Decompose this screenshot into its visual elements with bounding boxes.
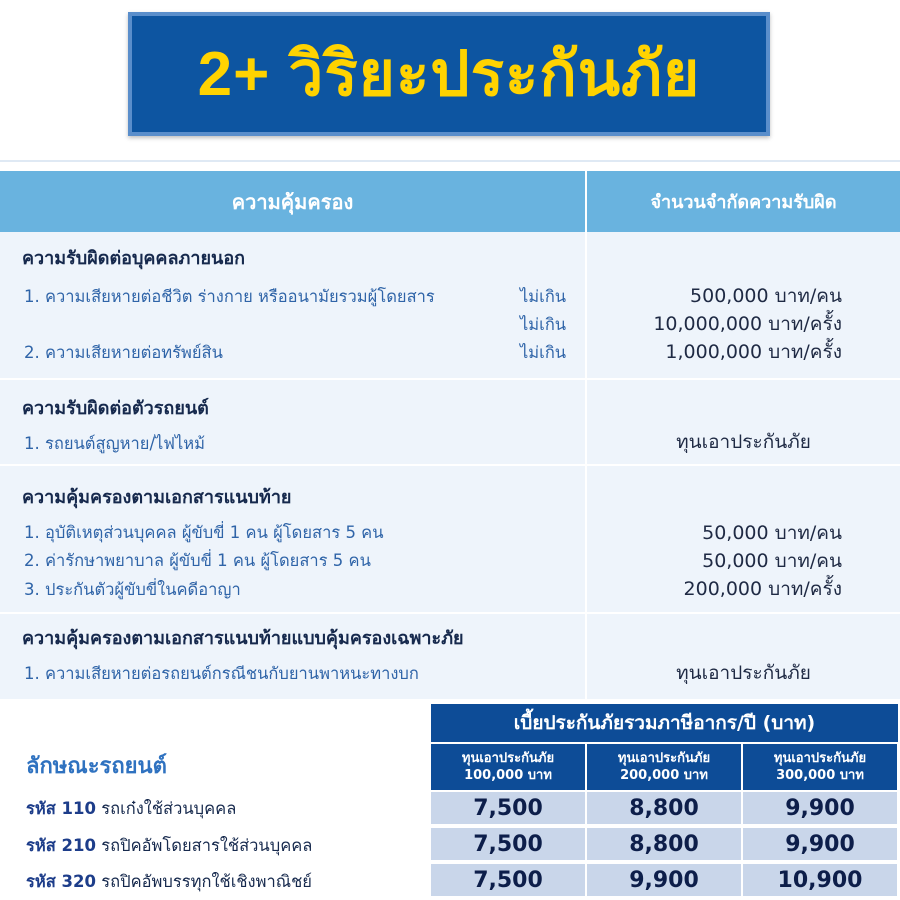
vehicle-type-title: ลักษณะรถยนต์ bbox=[26, 754, 167, 779]
coverage-item: 1. ความเสียหายต่อรถยนต์กรณีชนกับยานพาหนะทางบก bbox=[24, 664, 419, 683]
premium-cell: 9,900 bbox=[587, 864, 741, 896]
row-divider bbox=[0, 464, 900, 466]
page-title: 2+ วิริยะประกันภัย bbox=[197, 40, 701, 109]
column-header-line1: ทุนเอาประกันภัย bbox=[773, 751, 867, 766]
coverage-amount: ทุนเอาประกันภัย bbox=[676, 662, 811, 684]
limit-word: ไม่เกิน bbox=[520, 287, 567, 306]
coverage-table bbox=[0, 171, 900, 699]
coverage-amount: 500,000 บาท/คน bbox=[690, 285, 842, 307]
vehicle-desc: รถปิคอัพโดยสารใช้ส่วนบุคคล bbox=[101, 836, 313, 855]
coverage-table-header bbox=[0, 171, 900, 232]
vehicle-desc: รถปิคอัพบรรทุกใช้เชิงพาณิชย์ bbox=[101, 872, 312, 891]
vehicle-code: รหัส 320 bbox=[26, 872, 96, 891]
divider bbox=[0, 160, 900, 162]
vehicle-row-label bbox=[26, 869, 312, 895]
vehicle-row-label bbox=[26, 833, 312, 859]
vehicle-row-label bbox=[26, 796, 236, 822]
premium-cell: 9,900 bbox=[743, 792, 897, 824]
column-header-line1: ทุนเอาประกันภัย bbox=[461, 751, 555, 766]
premium-table-header: เบี้ยประกันภัยรวมภาษีอากร/ปี (บาท) bbox=[431, 704, 898, 742]
coverage-amount: 50,000 บาท/คน bbox=[702, 522, 842, 544]
premium-cell: 9,900 bbox=[743, 828, 897, 860]
sum-insured-column-header bbox=[743, 744, 897, 790]
title-banner bbox=[128, 12, 770, 136]
premium-cell: 7,500 bbox=[431, 828, 585, 860]
sum-insured-column-header bbox=[431, 744, 585, 790]
coverage-amount: 200,000 บาท/ครั้ง bbox=[683, 578, 842, 600]
section-title: ความรับผิดต่อตัวรถยนต์ bbox=[22, 398, 209, 419]
section-title: ความรับผิดต่อบุคคลภายนอก bbox=[22, 248, 246, 269]
vehicle-code: รหัส 210 bbox=[26, 836, 96, 855]
row-divider bbox=[0, 378, 900, 380]
sum-insured-column-header bbox=[587, 744, 741, 790]
coverage-item: 2. ค่ารักษาพยาบาล ผู้ขับขี่ 1 คน ผู้โดยสาร 5 คน bbox=[24, 551, 371, 570]
column-header-line2: 100,000 บาท bbox=[464, 768, 552, 783]
premium-cell: 7,500 bbox=[431, 864, 585, 896]
coverage-item: 1. ความเสียหายต่อชีวิต ร่างกาย หรืออนามัยรวมผู้โดยสาร bbox=[24, 287, 435, 306]
row-divider bbox=[0, 612, 900, 614]
coverage-item: 1. อุบัติเหตุส่วนบุคคล ผู้ขับขี่ 1 คน ผู้โดยสาร 5 คน bbox=[24, 523, 384, 542]
coverage-amount: 1,000,000 บาท/ครั้ง bbox=[665, 341, 842, 363]
section-title: ความคุ้มครองตามเอกสารแนบท้าย bbox=[22, 487, 292, 508]
coverage-amount: 50,000 บาท/คน bbox=[702, 550, 842, 572]
column-header-line2: 200,000 บาท bbox=[620, 768, 708, 783]
coverage-item: 1. รถยนต์สูญหาย/ไฟไหม้ bbox=[24, 434, 206, 453]
coverage-amount: ทุนเอาประกันภัย bbox=[676, 431, 811, 453]
limit-word: ไม่เกิน bbox=[520, 343, 567, 362]
vehicle-code: รหัส 110 bbox=[26, 799, 96, 818]
premium-cell: 8,800 bbox=[587, 792, 741, 824]
column-header-line1: ทุนเอาประกันภัย bbox=[617, 751, 711, 766]
coverage-item: 3. ประกันตัวผู้ขับขี่ในคดีอาญา bbox=[24, 580, 241, 599]
coverage-amount: 10,000,000 บาท/ครั้ง bbox=[653, 313, 842, 335]
premium-cell: 10,900 bbox=[743, 864, 897, 896]
premium-cell: 7,500 bbox=[431, 792, 585, 824]
column-header-line2: 300,000 บาท bbox=[776, 768, 864, 783]
header-liability-limit: จำนวนจำกัดความรับผิด bbox=[650, 192, 837, 213]
coverage-item: 2. ความเสียหายต่อทรัพย์สิน bbox=[24, 343, 223, 362]
vehicle-desc: รถเก๋งใช้ส่วนบุคคล bbox=[101, 799, 237, 818]
header-coverage: ความคุ้มครอง bbox=[231, 189, 354, 214]
premium-cell: 8,800 bbox=[587, 828, 741, 860]
section-title: ความคุ้มครองตามเอกสารแนบท้ายแบบคุ้มครองเฉพาะภัย bbox=[22, 628, 464, 649]
limit-word: ไม่เกิน bbox=[520, 315, 567, 334]
